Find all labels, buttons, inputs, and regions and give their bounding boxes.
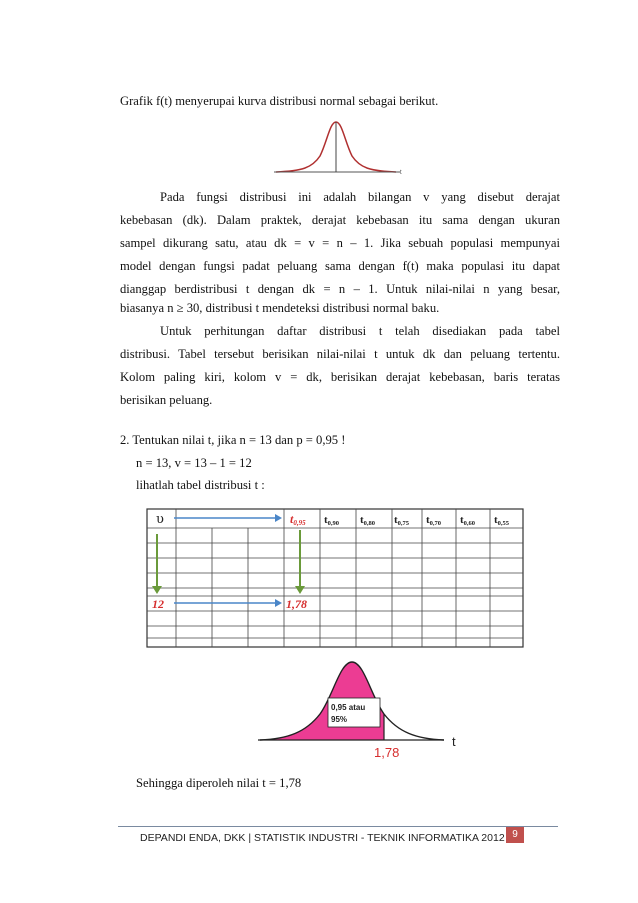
conclusion-text: Sehingga diperoleh nilai t = 1,78	[136, 776, 302, 790]
intro-text: Grafik f(t) menyerupai kurva distribusi normal sebagai berikut.	[120, 94, 439, 108]
table-header-nu: υ	[156, 512, 164, 527]
table-header-t060: t0,60	[460, 514, 476, 527]
normal-curve-figure	[272, 118, 412, 180]
table-header-t095: t0,95	[290, 512, 306, 527]
example-step-2: lihatlah tabel distribusi t :	[136, 478, 265, 492]
example-question: 2. Tentukan nilai t, jika n = 13 dan p = 0,95 !	[120, 433, 346, 447]
paragraph-line-7: Untuk perhitungan daftar distribusi t telah disediakan pada tabel	[160, 324, 560, 338]
table-header-t055: t0,55	[494, 514, 510, 527]
paragraph-line-3: sampel dikurang satu, atau dk = v = n – 1. Jika sebuah populasi mempunyai	[120, 236, 560, 250]
example-step-1: n = 13, v = 13 – 1 = 12	[136, 456, 252, 470]
axis-t-label: t	[452, 734, 456, 749]
shaded-normal-curve-figure	[258, 656, 472, 766]
paragraph-line-10: berisikan peluang.	[120, 393, 213, 407]
paragraph-line-5: dianggap berdistribusi t dengan dk = n – 1. Untuk nilai-nilai n yang besar,	[120, 282, 560, 296]
table-row-value: 12	[152, 597, 164, 611]
footer-text: DEPANDI ENDA, DKK | STATISTIK INDUSTRI - TEKNIK INFORMATIKA 2012	[140, 832, 505, 844]
table-header-t090: t0,90	[324, 514, 340, 527]
paragraph-line-4: model dengan fungsi padat peluang sama dengan f(t) maka populasi itu dapat	[120, 259, 560, 273]
curve-axis-label: t	[400, 170, 402, 176]
probability-box-line-1: 0,95 atau	[331, 703, 366, 712]
table-result-value: 1,78	[286, 597, 307, 611]
paragraph-line-6: biasanya n ≥ 30, distribusi t mendeteksi distribusi normal baku.	[120, 301, 440, 315]
t-distribution-table	[146, 508, 524, 648]
table-header-t080: t0,80	[360, 514, 376, 527]
table-header-t075: t0,75	[394, 514, 410, 527]
paragraph-line-9: Kolom paling kiri, kolom v = dk, berisikan derajat kebebasan, baris teratas	[120, 370, 560, 384]
page-number: 9	[506, 827, 524, 843]
footer-divider	[118, 826, 558, 827]
probability-box-line-2: 95%	[331, 715, 348, 724]
paragraph-line-1: Pada fungsi distribusi ini adalah bilangan v yang disebut derajat	[160, 190, 560, 204]
paragraph-line-8: distribusi. Tabel tersebut berisikan nilai-nilai t untuk dk dan peluang tertentu.	[120, 347, 560, 361]
table-header-t070: t0,70	[426, 514, 442, 527]
critical-value-label: 1,78	[374, 745, 400, 760]
paragraph-line-2: kebebasan (dk). Dalam praktek, derajat kebebasan itu sama dengan ukuran	[120, 213, 560, 227]
